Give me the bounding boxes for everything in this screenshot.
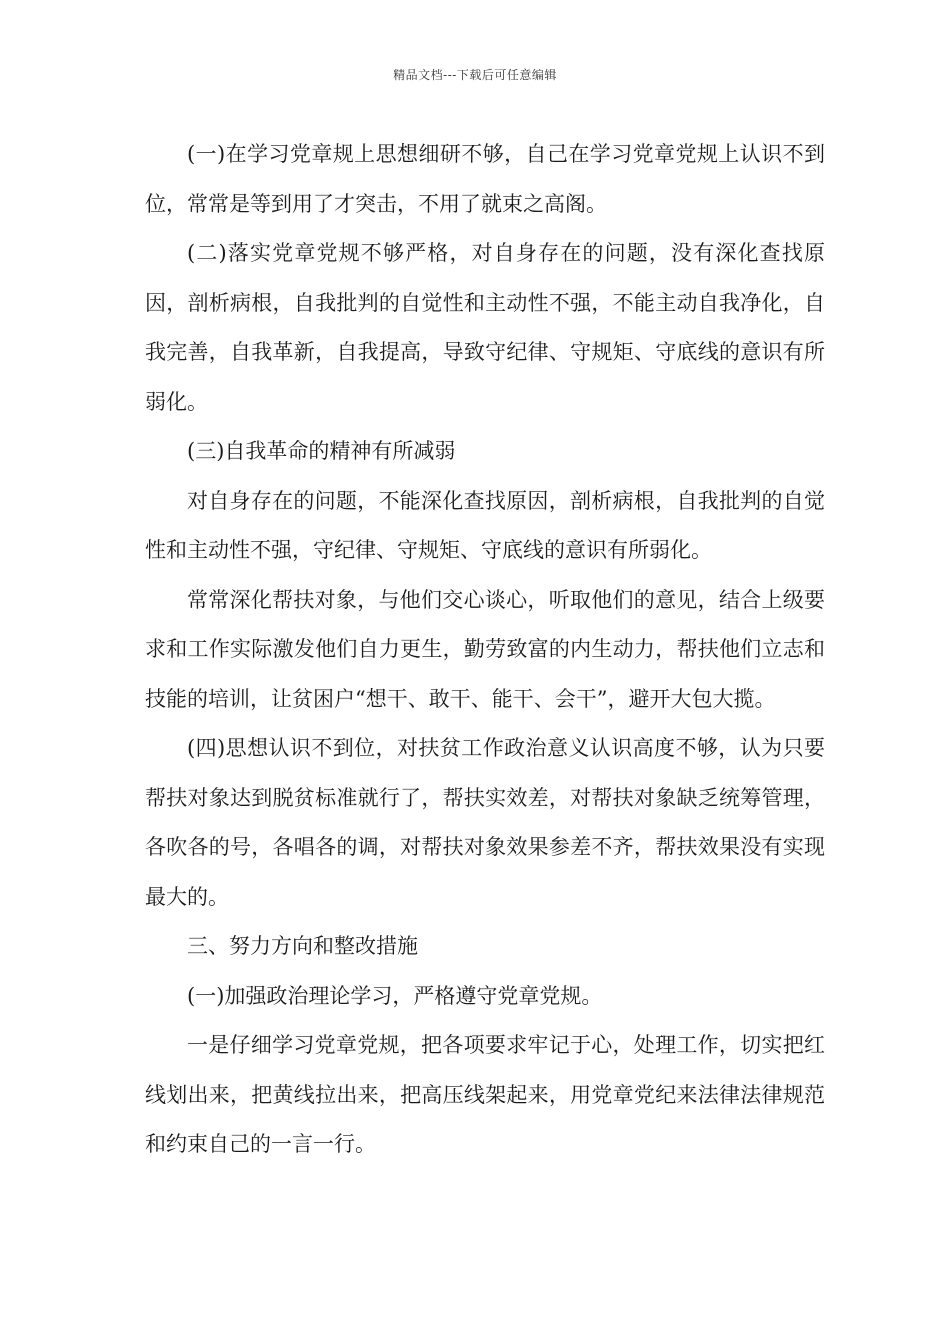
section-heading: (一)加强政治理论学习，严格遵守党章党规。: [187, 983, 603, 1008]
paragraph: 一是仔细学习党章党规，把各项要求牢记于心，处理工作，切实把红线划出来，把黄线拉出来，把高压线架起来，用党章党纪来法律法律规范和约束自己的一言一行。: [145, 1033, 825, 1156]
section-heading: (三)自我革命的精神有所减弱: [187, 439, 456, 463]
section-heading: 三、努力方向和整改措施: [187, 934, 418, 958]
paragraph: (四)思想认识不到位，对扶贫工作政治意义认识高度不够，认为只要帮扶对象达到脱贫标准就行了，帮扶实效差，对帮扶对象缺乏统筹管理，各吹各的号，各唱各的调，对帮扶对象效果参差不齐，帮扶效果没有实现最大的。: [145, 736, 825, 909]
page-header: 精品文档---下载后可任意编辑: [393, 68, 557, 82]
document-body: [145, 130, 825, 1170]
paragraph: (一)在学习党章规上思想细研不够，自己在学习党章党规上认识不到位，常常是等到用了才突击，不用了就束之高阁。: [145, 142, 825, 216]
paragraph: 对自身存在的问题，不能深化查找原因，剖析病根，自我批判的自觉性和主动性不强，守纪律、守规矩、守底线的意识有所弱化。: [145, 488, 825, 562]
paragraph: (二)落实党章党规不够严格，对自身存在的问题，没有深化查找原因，剖析病根，自我批判的自觉性和主动性不强，不能主动自我净化，自我完善，自我革新，自我提高，导致守纪律、守规矩、守底线的意识有所弱化。: [145, 241, 825, 414]
paragraph: 常常深化帮扶对象，与他们交心谈心，听取他们的意见，结合上级要求和工作实际激发他们自力更生，勤劳致富的内生动力，帮扶他们立志和技能的培训，让贫困户“想干、敢干、能干、会干”，避开大包大揽。: [145, 587, 825, 711]
